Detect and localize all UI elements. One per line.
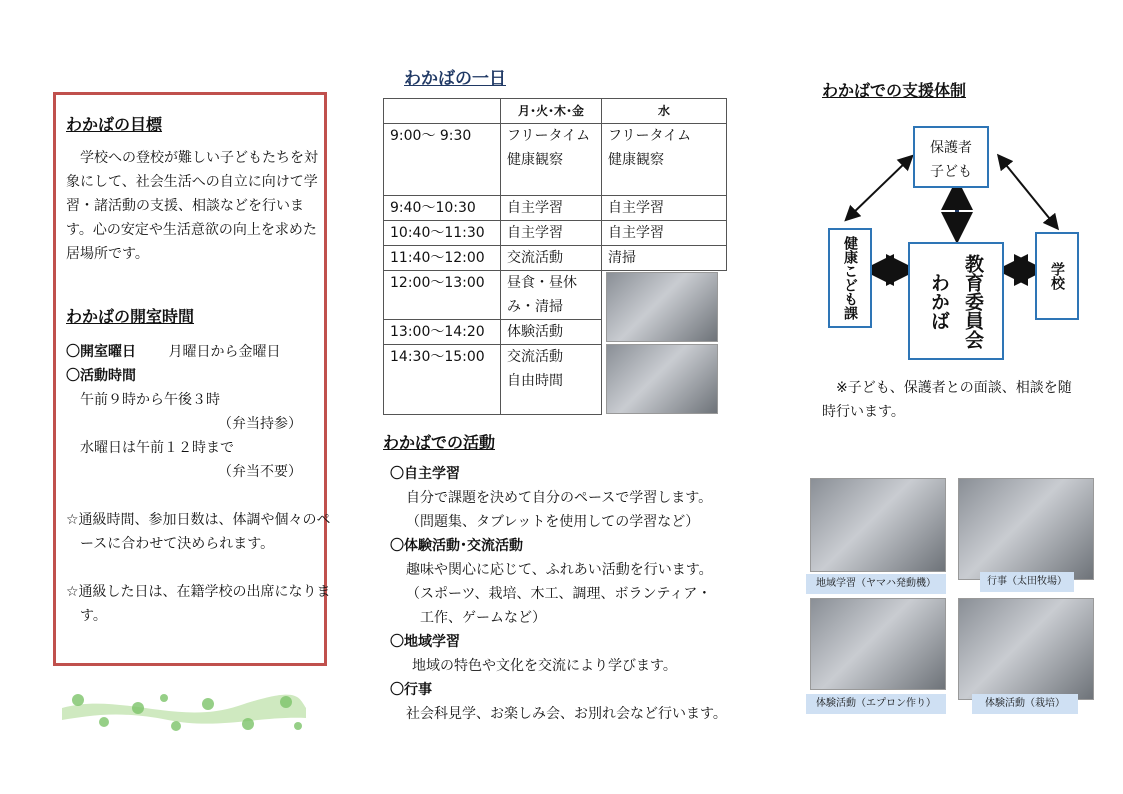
time-cell: 12:00～13:00	[384, 271, 501, 320]
photo-caption: 体験活動（栽培）	[972, 694, 1078, 714]
goal-title: わかばの目標	[66, 115, 163, 134]
cell: 自主学習	[501, 196, 602, 221]
open-days-value: 月曜日から金曜日	[168, 344, 281, 360]
activity-heading: 〇地域学習	[390, 634, 460, 650]
activity-heading: 〇行事	[390, 682, 432, 698]
open-days-label: 〇開室曜日	[66, 344, 136, 360]
support-note: ※子ども、保護者との面談、相談を随時行います。	[822, 380, 1072, 420]
local-learning-photo	[810, 478, 946, 572]
activity-line: 趣味や関心に応じて、ふれあい活動を行います。	[406, 562, 713, 578]
support-title: わかばでの支援体制	[822, 81, 967, 100]
cell: 自主学習	[501, 221, 602, 246]
cell: 自主学習	[602, 221, 727, 246]
cell: 交流活動	[501, 246, 602, 271]
activity-hours-2-note: （弁当不要）	[218, 464, 302, 480]
leaf-decoration-icon	[58, 686, 310, 736]
arrow-guardian-health	[850, 160, 908, 216]
hours-title: わかばの開室時間	[66, 307, 195, 326]
cell: 交流活動 自由時間	[501, 345, 602, 415]
activity-hours-1-note: （弁当持参）	[218, 416, 302, 432]
education-board-node: 教育委員会 わかば	[908, 242, 1004, 360]
table-header-cell: 水	[602, 99, 727, 124]
activity-line: 社会科見学、お楽しみ会、お別れ会など行います。	[406, 706, 727, 722]
activity-line: （問題集、タブレットを使用しての学習など）	[406, 514, 700, 530]
time-cell: 10:40～11:30	[384, 221, 501, 246]
cell: フリータイム 健康観察	[602, 124, 727, 196]
apron-photo	[810, 598, 946, 690]
cell: 体験活動	[501, 320, 602, 345]
table-header-row	[384, 99, 727, 124]
activities-title: わかばでの活動	[383, 433, 496, 452]
cell: 昼食・昼休み・清掃	[501, 271, 602, 320]
health-dept-node: 健康こども課	[828, 228, 872, 328]
time-cell: 9:00～ 9:30	[384, 124, 501, 196]
activity-line: 工作、ゲームなど）	[420, 610, 546, 626]
activity-hours-label: 〇活動時間	[66, 368, 136, 384]
gardening-photo	[958, 598, 1094, 700]
activity-line: 自分で課題を決めて自分のペースで学習します。	[406, 490, 713, 506]
table-row	[384, 196, 727, 221]
activities-list	[390, 462, 770, 726]
activity-line: （スポーツ、栽培、木工、調理、ボランティア・	[406, 586, 712, 602]
time-cell: 14:30～15:00	[384, 345, 501, 415]
table-header-cell	[384, 99, 501, 124]
time-cell: 13:00～14:20	[384, 320, 501, 345]
note-1: ☆通級時間、参加日数は、体調や個々のペースに合わせて決められます。	[66, 512, 331, 552]
photo-caption: 体験活動（エプロン作り）	[806, 694, 946, 714]
activity-heading: 〇体験活動･交流活動	[390, 538, 523, 554]
cell: 清掃	[602, 246, 727, 271]
open-days-row	[66, 340, 280, 364]
arrow-guardian-school	[1002, 160, 1054, 224]
tablet-photo	[606, 344, 718, 414]
farm-event-photo	[958, 478, 1094, 580]
cell: フリータイム 健康観察	[501, 124, 602, 196]
goal-text: 学校への登校が難しい子どもたちを対象にして、社会生活への自立に向けて学習・諸活動の支援、相談などを行います。心の安定や生活意欲の向上を求めた居場所です。	[66, 150, 318, 262]
table-header-cell: 月･火･木･金	[501, 99, 602, 124]
school-node: 学校	[1035, 232, 1079, 320]
photo-caption: 行事（太田牧場）	[980, 572, 1074, 592]
study-photo	[606, 272, 718, 342]
table-row	[384, 246, 727, 271]
activity-heading: 〇自主学習	[390, 466, 460, 482]
activity-hours-1: 午前９時から午後３時	[80, 392, 220, 408]
activity-line: 地域の特色や文化を交流により学びます。	[412, 658, 677, 674]
table-row	[384, 124, 727, 196]
table-row	[384, 221, 727, 246]
cell: 自主学習	[602, 196, 727, 221]
activity-hours-2: 水曜日は午前１２時まで	[80, 440, 234, 456]
schedule-title: わかばの一日	[404, 69, 506, 89]
photo-caption: 地域学習（ヤマハ発動機）	[806, 574, 946, 594]
time-cell: 9:40～10:30	[384, 196, 501, 221]
time-cell: 11:40～12:00	[384, 246, 501, 271]
guardian-node: 保護者 子ども	[913, 126, 989, 188]
note-2: ☆通級した日は、在籍学校の出席になります。	[66, 584, 331, 624]
